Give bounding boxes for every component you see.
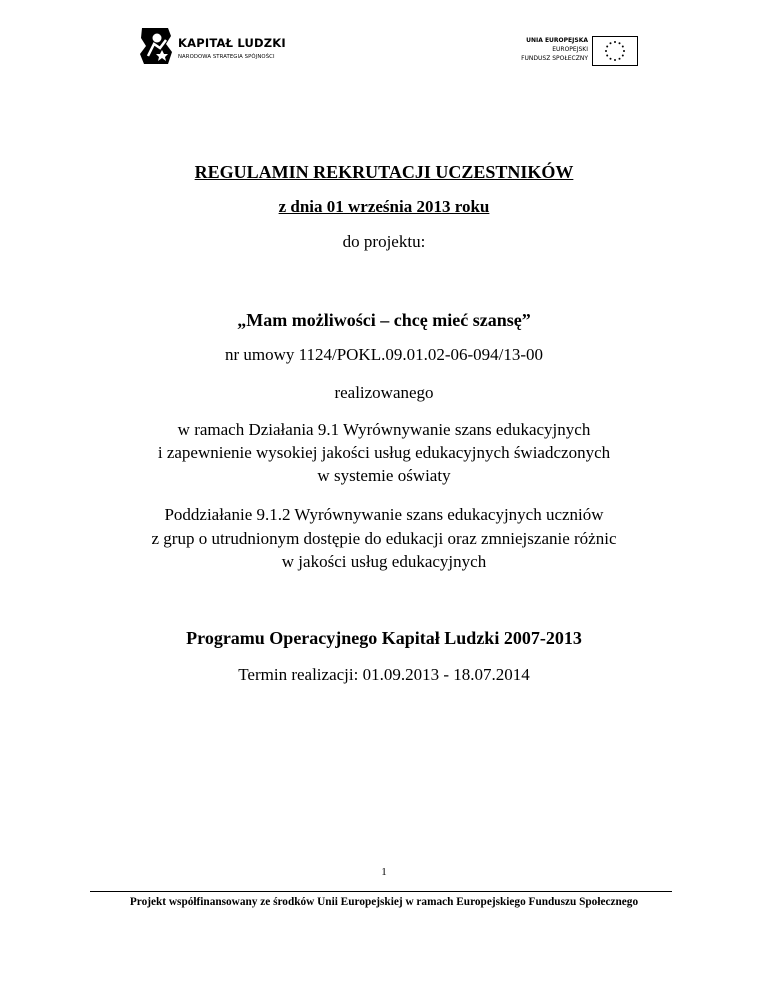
eu-logo-line1: UNIA EUROPEJSKA [526, 37, 588, 44]
measure-line-1: w ramach Działania 9.1 Wyrównywanie szans edukacyjnych [177, 420, 591, 439]
kapital-ludzki-name: KAPITAŁ LUDZKI [178, 36, 286, 50]
eu-logo-line3: FUNDUSZ SPOŁECZNY [521, 55, 588, 62]
submeasure-line-1: Poddziałanie 9.1.2 Wyrównywanie szans edukacyjnych uczniów [164, 505, 604, 524]
footer-text: Projekt współfinansowany ze środków Unii Europejskiej w ramach Europejskiego Funduszu Społecznego [129, 896, 639, 908]
realized-label: realizowanego [334, 383, 434, 402]
submeasure-line-2: z grup o utrudnionym dostępie do edukacji oraz zmniejszanie różnic [151, 529, 617, 548]
contract-number: nr umowy 1124/POKL.09.01.02-06-094/13-00 [224, 345, 544, 364]
eu-logo-text [521, 36, 588, 63]
measure-line-3: w systemie oświaty [317, 466, 451, 485]
document-intro: do projektu: [342, 232, 426, 251]
programme-name: Programu Operacyjnego Kapitał Ludzki 2007-2013 [186, 628, 582, 648]
realization-term: Termin realizacji: 01.09.2013 - 18.07.2014 [238, 665, 530, 684]
page-number: 1 [381, 866, 387, 878]
kapital-ludzki-logo [138, 26, 328, 70]
measure-line-2: i zapewnienie wysokiej jakości usług edukacyjnych świadczonych [157, 443, 611, 462]
project-name: „Mam możliwości – chcę mieć szansę” [237, 310, 531, 330]
eu-logo [498, 36, 638, 66]
eu-logo-line2: EUROPEJSKI [552, 46, 588, 53]
document-title: REGULAMIN REKRUTACJI UCZESTNIKÓW [194, 162, 574, 182]
document-date: z dnia 01 września 2013 roku [278, 197, 490, 216]
footer-divider [90, 891, 672, 892]
eu-flag-icon [592, 36, 638, 66]
kapital-ludzki-subtitle: NARODOWA STRATEGIA SPÓJNOŚCI [178, 54, 275, 60]
submeasure-line-3: w jakości usług edukacyjnych [281, 552, 487, 571]
kapital-ludzki-emblem-icon [138, 26, 174, 66]
